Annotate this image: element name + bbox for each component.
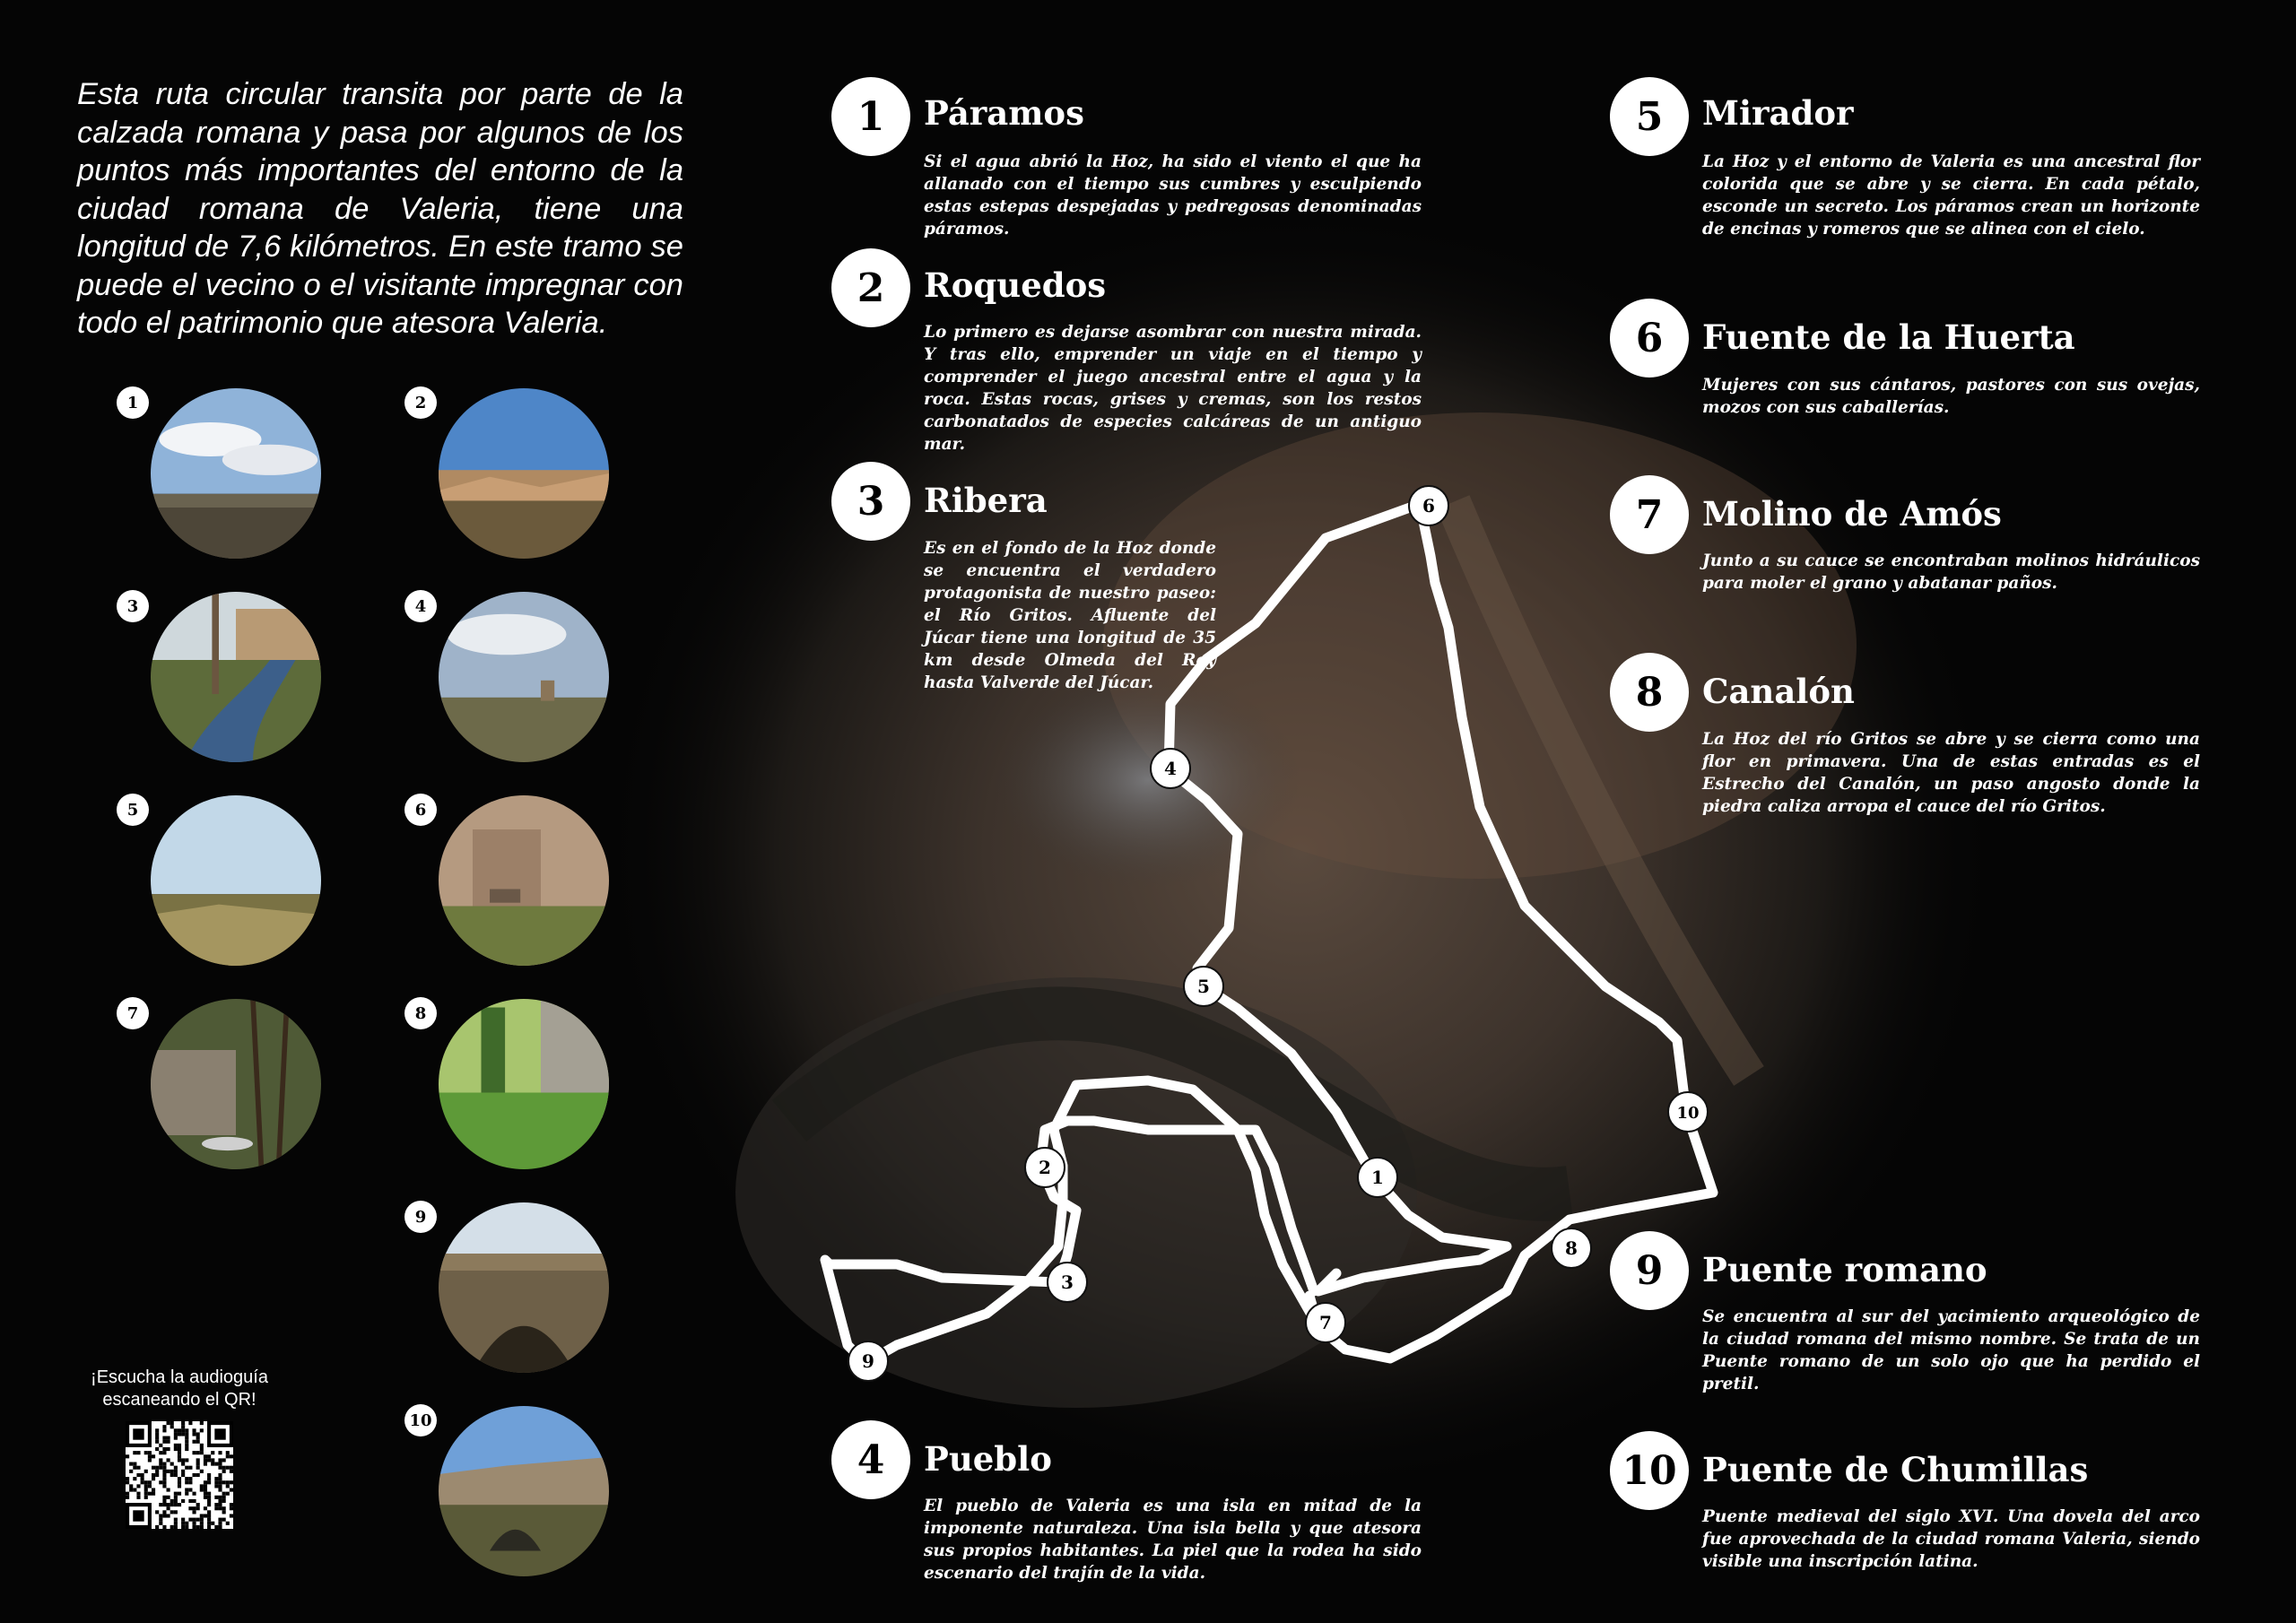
poi-title-molino: Molino de Amós — [1702, 494, 2002, 534]
svg-text:9: 9 — [862, 1350, 874, 1372]
qr-caption-line: ¡Escucha la audioguía — [91, 1367, 268, 1387]
poi-desc-fuente: Mujeres con sus cántaros, pastores con sus ovejas, mozos con sus caballerías. — [1702, 376, 2200, 417]
svg-text:8: 8 — [1565, 1237, 1578, 1259]
photo-fuente — [439, 795, 609, 966]
qr-code-icon[interactable] — [126, 1421, 233, 1529]
svg-text:2: 2 — [1039, 1157, 1051, 1178]
poi-number: 2 — [831, 248, 910, 327]
poi-desc-puente-chumillas: Puente medieval del siglo XVI. Una dovela del arco fue aprovechada de la ciudad romana Valeria, siendo visible una inscripción latina. — [1702, 1507, 2200, 1571]
poi-title-fuente: Fuente de la Huerta — [1702, 317, 2075, 357]
photo-roquedos — [439, 388, 609, 559]
poi-desc-paramos: Si el agua abrió la Hoz, ha sido el viento el que ha allanado con el tiempo sus cumbres y esculpiendo estas estepas despejadas y pedregosas denominadas páramos. — [924, 152, 1422, 239]
photo-number: 9 — [404, 1201, 437, 1233]
svg-text:5: 5 — [1197, 976, 1210, 997]
svg-text:1: 1 — [1371, 1167, 1384, 1188]
poi-title-paramos: Páramos — [924, 93, 1084, 133]
photo-number: 5 — [117, 794, 149, 826]
photo-puente-romano — [439, 1202, 609, 1373]
photo-pueblo — [439, 592, 609, 762]
poi-number: 8 — [1610, 653, 1689, 732]
photo-number: 10 — [404, 1404, 437, 1436]
route-marker-8 — [1552, 1228, 1591, 1268]
svg-text:7: 7 — [1319, 1312, 1332, 1333]
poi-title-puente-chumillas: Puente de Chumillas — [1702, 1450, 2089, 1489]
poi-desc-roquedos: Lo primero es dejarse asombrar con nuestra mirada. Y tras ello, emprender un viaje en el tiempo y comprender el juego ancestral entre el agua y la roca. Estas rocas, grises y cremas, son los restos carbonatados de especies calcáreas de un antiguo mar. — [924, 323, 1422, 454]
photo-puente-chumillas — [439, 1406, 609, 1576]
route-marker-5 — [1184, 967, 1223, 1006]
route-marker-1 — [1358, 1158, 1397, 1197]
poi-number: 4 — [831, 1420, 910, 1499]
svg-text:10: 10 — [1676, 1104, 1700, 1123]
poi-title-puente-romano: Puente romano — [1702, 1250, 1987, 1289]
photo-molino — [151, 999, 321, 1169]
poi-desc-molino: Junto a su cauce se encontraban molinos hidráulicos para moler el grano y abatanar paños. — [1702, 551, 2200, 593]
poi-number: 5 — [1610, 77, 1689, 156]
photo-paramos — [151, 388, 321, 559]
photo-ribera — [151, 592, 321, 762]
photo-number: 2 — [404, 386, 437, 419]
photo-canalon — [439, 999, 609, 1169]
route-marker-3 — [1048, 1263, 1087, 1302]
poi-number: 10 — [1610, 1431, 1689, 1510]
poi-number: 7 — [1610, 475, 1689, 554]
poi-desc-puente-romano: Se encuentra al sur del yacimiento arqueológico de la ciudad romana del mismo nombre. Se trata de un Puente romano de un solo ojo que ha perdido el pretil. — [1702, 1307, 2200, 1393]
poi-title-canalon: Canalón — [1702, 672, 1855, 711]
poi-desc-mirador: La Hoz y el entorno de Valeria es una ancestral flor colorida que se abre y se cierra. En cada pétalo, esconde un secreto. Los páramos crean un horizonte de encinas y romeros que se alinea con el cielo. — [1702, 152, 2200, 239]
photo-number: 7 — [117, 997, 149, 1029]
poi-title-mirador: Mirador — [1702, 93, 1854, 133]
svg-text:3: 3 — [1061, 1271, 1074, 1293]
photo-number: 1 — [117, 386, 149, 419]
photo-mirador — [151, 795, 321, 966]
poi-title-ribera: Ribera — [924, 481, 1048, 520]
route-marker-6 — [1409, 486, 1448, 525]
poi-number: 6 — [1610, 299, 1689, 378]
route-marker-7 — [1306, 1303, 1345, 1342]
poi-number: 3 — [831, 462, 910, 541]
poi-title-roquedos: Roquedos — [924, 265, 1107, 305]
qr-caption-line: escaneando el QR! — [102, 1390, 257, 1410]
qr-caption — [63, 1367, 296, 1411]
svg-text:6: 6 — [1422, 495, 1435, 516]
route-marker-2 — [1025, 1148, 1065, 1187]
poi-desc-pueblo: El pueblo de Valeria es una isla en mitad de la imponente naturaleza. Una isla bella y que atesora sus propios habitantes. La piel que la rodea ha sido escenario del trajín de la vida. — [924, 1497, 1422, 1583]
poi-desc-canalon: La Hoz del río Gritos se abre y se cierra como una flor en primavera. Una de estas entradas es el Estrecho del Canalón, un paso angosto donde la piedra caliza arropa el cauce del río Gritos. — [1702, 730, 2200, 816]
route-marker-4 — [1151, 749, 1190, 788]
photo-number: 4 — [404, 590, 437, 622]
photo-number: 8 — [404, 997, 437, 1029]
poi-desc-ribera: Es en el fondo de la Hoz donde se encuentra el verdadero protagonista de nuestro paseo: el Río Gritos. Afluente del Júcar tiene una longitud de 35 km desde Olmeda del Rey hasta Valverde del Júcar. — [924, 539, 1216, 692]
svg-text:4: 4 — [1164, 758, 1177, 779]
poi-number: 1 — [831, 77, 910, 156]
photo-number: 6 — [404, 794, 437, 826]
route-marker-9 — [848, 1341, 888, 1381]
intro-text: Esta ruta circular transita por parte de la calzada romana y pasa por algunos de los puntos más importantes del entorno de la ciudad romana de Valeria, tiene una longitud de 7,6 kilómetros. En este tramo se puede el vecino o el visitante impregnar con todo el patrimonio que atesora Valeria. — [77, 77, 683, 340]
photo-number: 3 — [117, 590, 149, 622]
poi-title-pueblo: Pueblo — [924, 1439, 1052, 1479]
poi-number: 9 — [1610, 1231, 1689, 1310]
route-marker-10 — [1668, 1092, 1708, 1132]
